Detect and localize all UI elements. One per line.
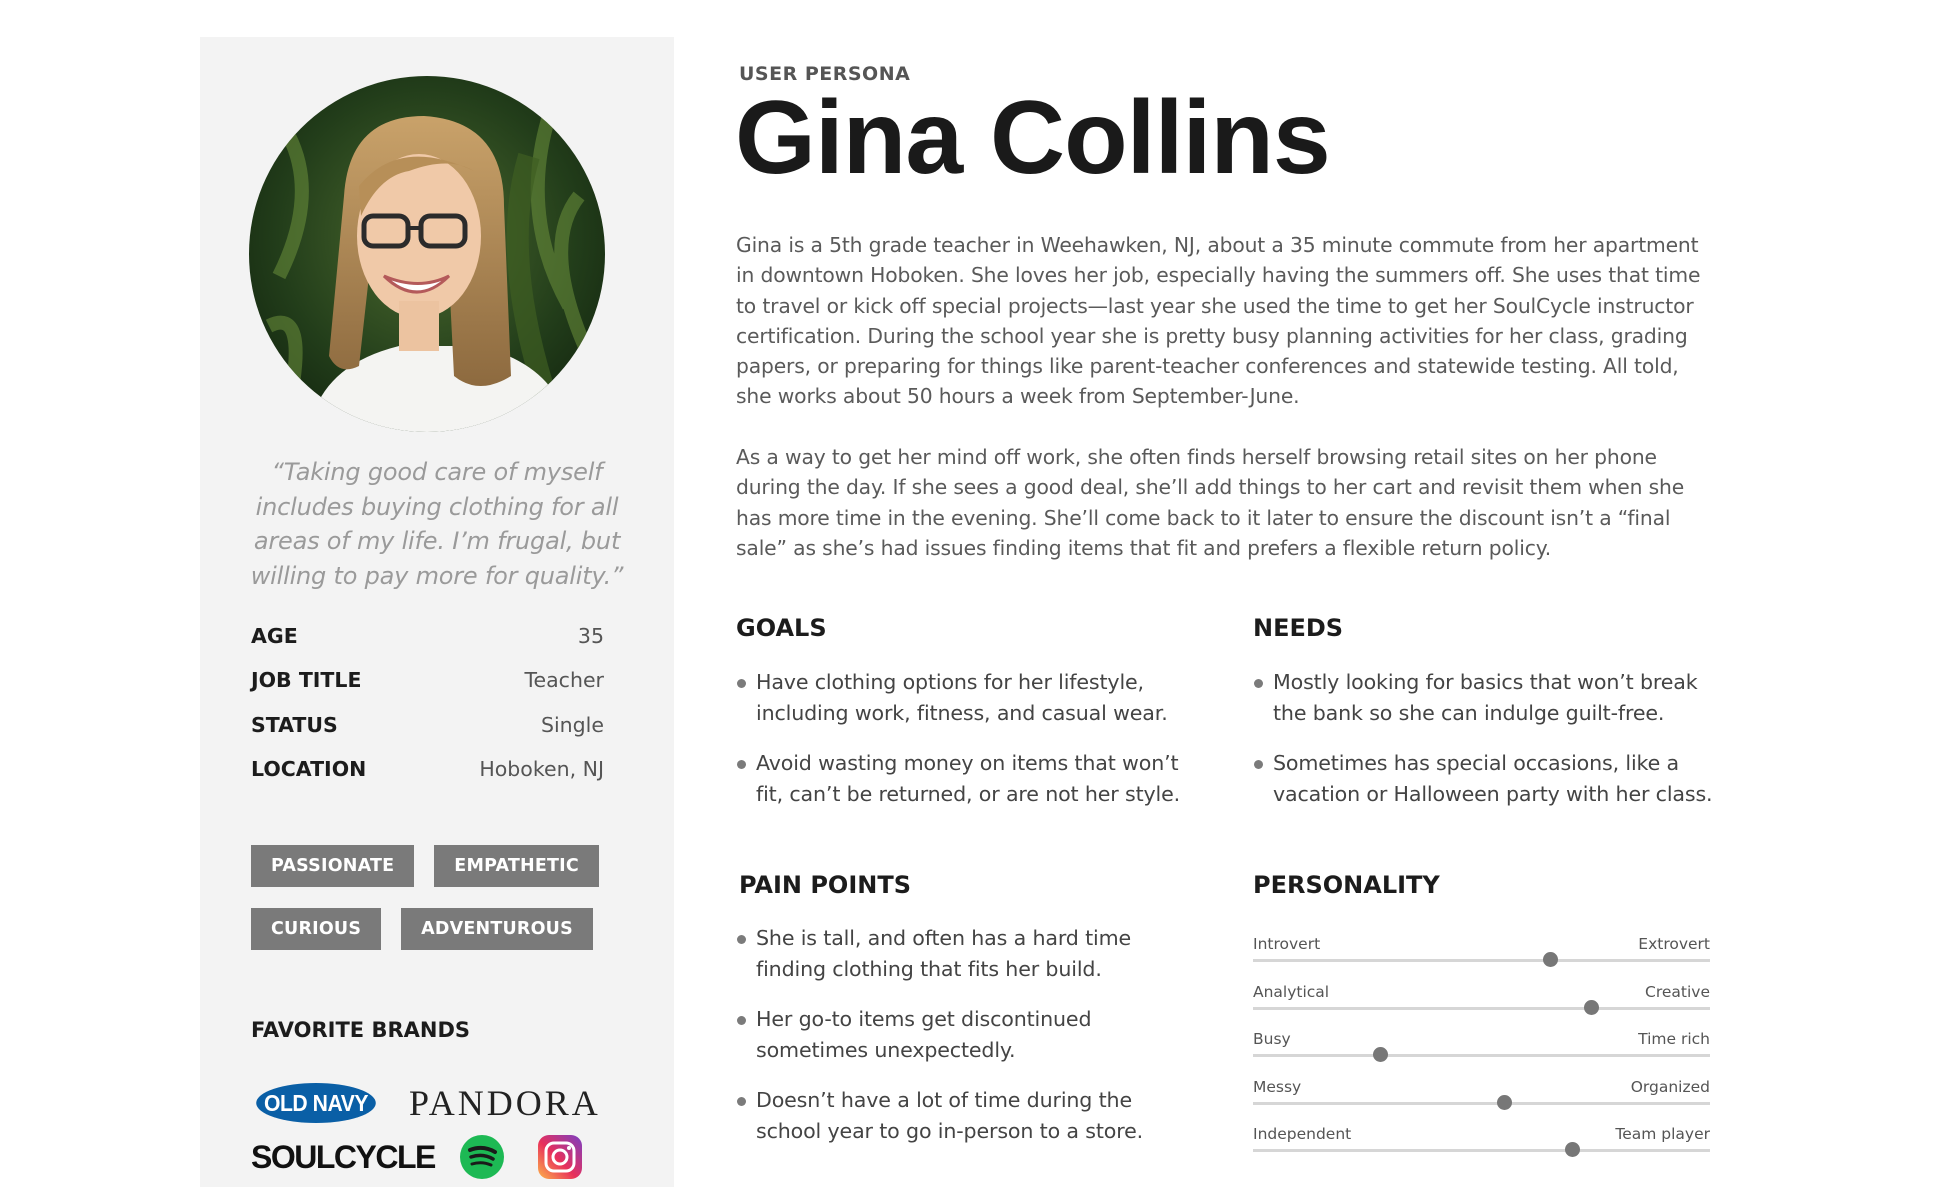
fact-status xyxy=(251,713,604,757)
slider-left-label: Analytical xyxy=(1253,982,1330,1001)
fact-value: Single xyxy=(540,712,604,737)
slider-track[interactable] xyxy=(1253,1054,1710,1057)
slider-left-label: Busy xyxy=(1253,1030,1291,1048)
fact-value: 35 xyxy=(577,624,604,648)
personality-sliders xyxy=(1253,935,1710,1173)
slider-right-label: Time rich xyxy=(1638,1030,1710,1048)
fact-location xyxy=(251,757,604,801)
slider-right-label: Extrovert xyxy=(1638,935,1710,953)
trait-badges xyxy=(251,845,621,950)
brand-row-2 xyxy=(251,1134,583,1180)
slider-track[interactable] xyxy=(1253,959,1710,962)
fact-age xyxy=(251,624,604,668)
slider-track[interactable] xyxy=(1253,1149,1710,1152)
profile-photo xyxy=(249,76,605,432)
slider-track[interactable] xyxy=(1253,1102,1710,1105)
slider-left-label: Messy xyxy=(1253,1077,1302,1096)
fact-label: JOB TITLE xyxy=(251,668,362,693)
slider-knob[interactable] xyxy=(1584,1000,1599,1015)
need-item: Sometimes has special occasions, like a vacation or Halloween party with her class. xyxy=(1253,748,1715,809)
slider-knob[interactable] xyxy=(1373,1047,1388,1062)
goal-item: Avoid wasting money on items that won’t fit, can’t be returned, or are not her style. xyxy=(736,748,1196,809)
fact-job-title xyxy=(251,668,604,712)
slider-right-label: Team player xyxy=(1615,1125,1710,1143)
slider-left-label: Independent xyxy=(1253,1125,1352,1143)
fact-label: LOCATION xyxy=(251,756,367,781)
instagram-icon xyxy=(537,1134,583,1180)
pandora-logo: PANDORA xyxy=(409,1083,601,1123)
personality-slider-independent-team-player[interactable] xyxy=(1253,1125,1710,1173)
goal-item: Have clothing options for her lifestyle, including work, fitness, and casual wear. xyxy=(736,667,1196,728)
brand-row-1 xyxy=(251,1082,601,1124)
profile-sidebar xyxy=(200,37,674,1187)
fact-value: Teacher xyxy=(524,668,604,693)
persona-name: Gina Collins xyxy=(735,80,1330,196)
persona-quote: “Taking good care of myself includes buying clothing for all areas of my life. I’m frugal, but willing to pay more for quality.” xyxy=(250,458,624,590)
slider-knob[interactable] xyxy=(1565,1142,1580,1157)
need-item: Mostly looking for basics that won’t break the bank so she can indulge guilt-free. xyxy=(1253,667,1715,728)
bio-paragraph-1: Gina is a 5th grade teacher in Weehawken, NJ, about a 35 minute commute from her apartment in downtown Hoboken. She loves her job, especially having the summers off. She uses that time to travel or kick off special projects—last year she used the time to get her SoulCycle instructor certification. During the school year she is pretty busy planning activities for her class, grading papers, or preparing for things like parent-teacher conferences and statewide testing. All told, she works about 50 hours a week from September-June. xyxy=(736,233,1701,409)
persona-eyebrow: USER PERSONA xyxy=(739,63,911,85)
personality-slider-analytical-creative[interactable] xyxy=(1253,983,1710,1031)
pain-point-item: Her go-to items get discontinued sometimes unexpectedly. xyxy=(736,1004,1176,1065)
trait-badge: EMPATHETIC xyxy=(434,845,599,887)
fact-value: Hoboken, NJ xyxy=(479,756,604,781)
slider-right-label: Organized xyxy=(1630,1077,1710,1096)
personality-slider-busy-time-rich[interactable] xyxy=(1253,1030,1710,1078)
personality-title: PERSONALITY xyxy=(1253,871,1440,899)
slider-right-label: Creative xyxy=(1645,982,1710,1001)
favorite-brands-title: FAVORITE BRANDS xyxy=(251,1018,471,1042)
persona-facts xyxy=(251,624,604,801)
fact-label: STATUS xyxy=(251,712,338,737)
goals-list xyxy=(736,667,1196,829)
trait-badge: ADVENTUROUS xyxy=(401,908,593,950)
slider-knob[interactable] xyxy=(1497,1095,1512,1110)
pain-point-item: She is tall, and often has a hard time finding clothing that fits her build. xyxy=(736,923,1176,984)
portrait-image xyxy=(249,76,605,432)
pain-points-list xyxy=(736,923,1176,1166)
slider-track[interactable] xyxy=(1253,1007,1710,1010)
trait-badge: PASSIONATE xyxy=(251,845,414,887)
spotify-icon xyxy=(459,1134,505,1180)
needs-list xyxy=(1253,667,1715,829)
needs-title: NEEDS xyxy=(1253,614,1344,642)
slider-knob[interactable] xyxy=(1543,952,1558,967)
personality-slider-introvert-extrovert[interactable] xyxy=(1253,935,1710,983)
bio-paragraph-2: As a way to get her mind off work, she often finds herself browsing retail sites on her phone during the day. If she sees a good deal, she’ll add things to her cart and revisit them when she has more time in the evening. She’ll come back to it later to ensure the discount isn’t a “final sale” as she’s had issues finding items that fit and prefers a flexible return policy. xyxy=(736,445,1685,560)
pain-point-item: Doesn’t have a lot of time during the school year to go in-person to a store. xyxy=(736,1085,1176,1146)
fact-label: AGE xyxy=(251,624,298,648)
soulcycle-logo: SOULCYCLE xyxy=(251,1138,435,1175)
personality-slider-messy-organized[interactable] xyxy=(1253,1078,1710,1126)
trait-badge: CURIOUS xyxy=(251,908,381,950)
pain-points-title: PAIN POINTS xyxy=(739,871,911,899)
old-navy-logo: OLD NAVY xyxy=(256,1083,376,1123)
slider-left-label: Introvert xyxy=(1253,935,1321,953)
goals-title: GOALS xyxy=(736,614,827,642)
